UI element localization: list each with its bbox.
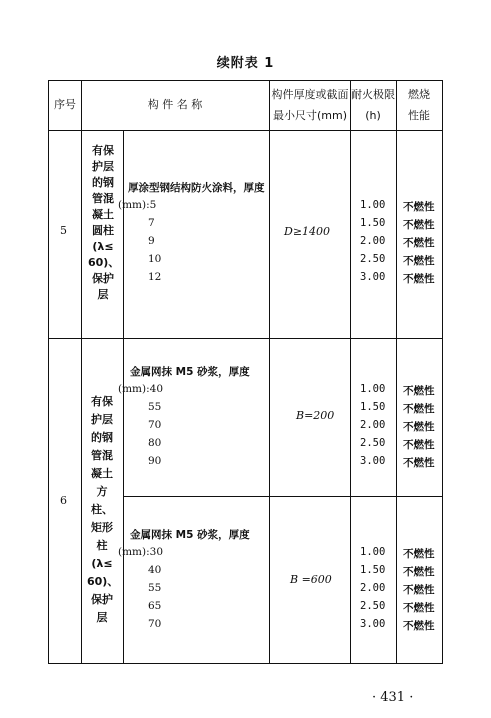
row5-category-line: 层 [97, 288, 109, 301]
table-left-border [48, 80, 49, 664]
row6-category-line: 保护 [91, 593, 113, 606]
row6-category-line: (λ≤ [91, 557, 113, 570]
row5-category-line: 保护 [92, 272, 114, 285]
row5-category [88, 143, 118, 303]
limit-column-divider [396, 80, 397, 664]
header-min-size-line2: 最小尺寸(mm) [272, 109, 347, 122]
row5-category-line: 管混 [92, 192, 114, 205]
row6b-limit: 1.00 [360, 546, 386, 558]
row6-category-line: 有保 [91, 395, 113, 408]
header-name: 构 件 名 称 [147, 98, 203, 111]
header-seq: 序号 [54, 98, 76, 111]
row5-combustion: 不燃性 [403, 255, 435, 267]
row6-seq: 6 [60, 494, 67, 507]
row5-combustion: 不燃性 [403, 273, 435, 285]
row6b-item: 55 [148, 582, 162, 594]
header-fire-limit-line2: (h) [365, 109, 381, 122]
row6a-limit: 1.50 [360, 401, 386, 413]
page-number: · 431 · [372, 690, 414, 705]
row6-category-line: 方柱、 [91, 485, 113, 516]
header-combustion [396, 84, 442, 126]
seq-column-divider [81, 80, 82, 664]
table-bottom-border [48, 663, 443, 664]
row5-limit: 2.00 [360, 235, 386, 247]
row5-category-line: (λ≤ [92, 240, 114, 253]
row6a-min-size: B=200 [296, 409, 335, 422]
row5-limit: 1.50 [360, 217, 386, 229]
row6-category-line: 层 [96, 611, 108, 624]
row6a-combustion: 不燃性 [403, 439, 435, 451]
header-fire-limit [350, 84, 396, 126]
table-right-border [442, 80, 443, 664]
row6-category-line: 凝土 [91, 467, 113, 480]
row6a-limit: 2.00 [360, 419, 386, 431]
row5-category-line: 60)、 [88, 256, 120, 269]
row6b-item: 65 [148, 600, 162, 612]
row6-sub-divider [123, 496, 443, 497]
row6b-desc-line1: 金属网抹 M5 砂浆，厚度 [130, 529, 250, 541]
row6-category-line: 矩形 [91, 521, 113, 534]
row5-seq: 5 [60, 224, 67, 237]
row6b-combustion: 不燃性 [403, 548, 435, 560]
row5-combustion: 不燃性 [403, 237, 435, 249]
header-min-size [269, 84, 351, 126]
row6-category-line: 的钢 [91, 431, 113, 444]
row6b-limit: 2.00 [360, 582, 386, 594]
row6a-desc-line2: (mm):40 [118, 383, 164, 395]
header-bottom-border [48, 130, 443, 131]
header-fire-limit-line1: 耐火极限 [351, 88, 395, 101]
row5-limit: 2.50 [360, 253, 386, 265]
row6a-item: 90 [148, 455, 162, 467]
table-title: 续附表 1 [216, 56, 275, 71]
row6b-desc-line2: (mm):30 [118, 546, 164, 558]
row6b-limit: 2.50 [360, 600, 386, 612]
row5-desc-line2: (mm):5 [118, 199, 157, 211]
row6a-limit: 3.00 [360, 455, 386, 467]
row5-item: 10 [148, 253, 162, 265]
row5-min-size: D≥1400 [284, 225, 331, 238]
row6a-limit: 2.50 [360, 437, 386, 449]
row6b-combustion: 不燃性 [403, 584, 435, 596]
row5-item: 7 [148, 217, 155, 229]
row6-category-line: 柱 [96, 539, 108, 552]
row5-bottom-border [48, 338, 443, 339]
row6b-limit: 1.50 [360, 564, 386, 576]
header-combustion-line1: 燃烧 [408, 88, 430, 101]
row6b-combustion: 不燃性 [403, 566, 435, 578]
row5-category-line: 圆柱 [92, 224, 114, 237]
size-column-divider [350, 80, 351, 664]
row6a-combustion: 不燃性 [403, 385, 435, 397]
row5-category-line: 的钢 [92, 176, 114, 189]
row6b-min-size: B =600 [290, 573, 332, 586]
row6a-combustion: 不燃性 [403, 403, 435, 415]
row6b-item: 70 [148, 618, 162, 630]
header-combustion-line2: 性能 [408, 109, 430, 122]
row5-category-line: 凝土 [92, 208, 114, 221]
row5-item: 12 [148, 271, 162, 283]
row5-limit: 1.00 [360, 199, 386, 211]
row5-category-line: 有保 [92, 144, 114, 157]
row6b-combustion: 不燃性 [403, 620, 435, 632]
row6a-item: 70 [148, 419, 162, 431]
row6a-combustion: 不燃性 [403, 457, 435, 469]
row5-limit: 3.00 [360, 271, 386, 283]
row6a-combustion: 不燃性 [403, 421, 435, 433]
row5-desc-line1: 厚涂型钢结构防火涂料，厚度 [128, 182, 265, 194]
row6a-desc-line1: 金属网抹 M5 砂浆，厚度 [130, 366, 250, 378]
row6b-item: 40 [148, 564, 162, 576]
row6-category-line: 管混 [91, 449, 113, 462]
name-column-divider [269, 80, 270, 664]
row6b-limit: 3.00 [360, 618, 386, 630]
row6b-combustion: 不燃性 [403, 602, 435, 614]
row6-category-line: 护层 [91, 413, 113, 426]
row6-category [87, 393, 117, 627]
row6a-item: 80 [148, 437, 162, 449]
header-min-size-line1: 构件厚度或截面 [271, 88, 349, 101]
table-top-border [48, 80, 443, 81]
row5-item: 9 [148, 235, 155, 247]
row5-combustion: 不燃性 [403, 219, 435, 231]
row6-category-line: 60)、 [87, 575, 119, 588]
row5-combustion: 不燃性 [403, 201, 435, 213]
row6a-limit: 1.00 [360, 383, 386, 395]
row5-category-line: 护层 [92, 160, 114, 173]
row6a-item: 55 [148, 401, 162, 413]
